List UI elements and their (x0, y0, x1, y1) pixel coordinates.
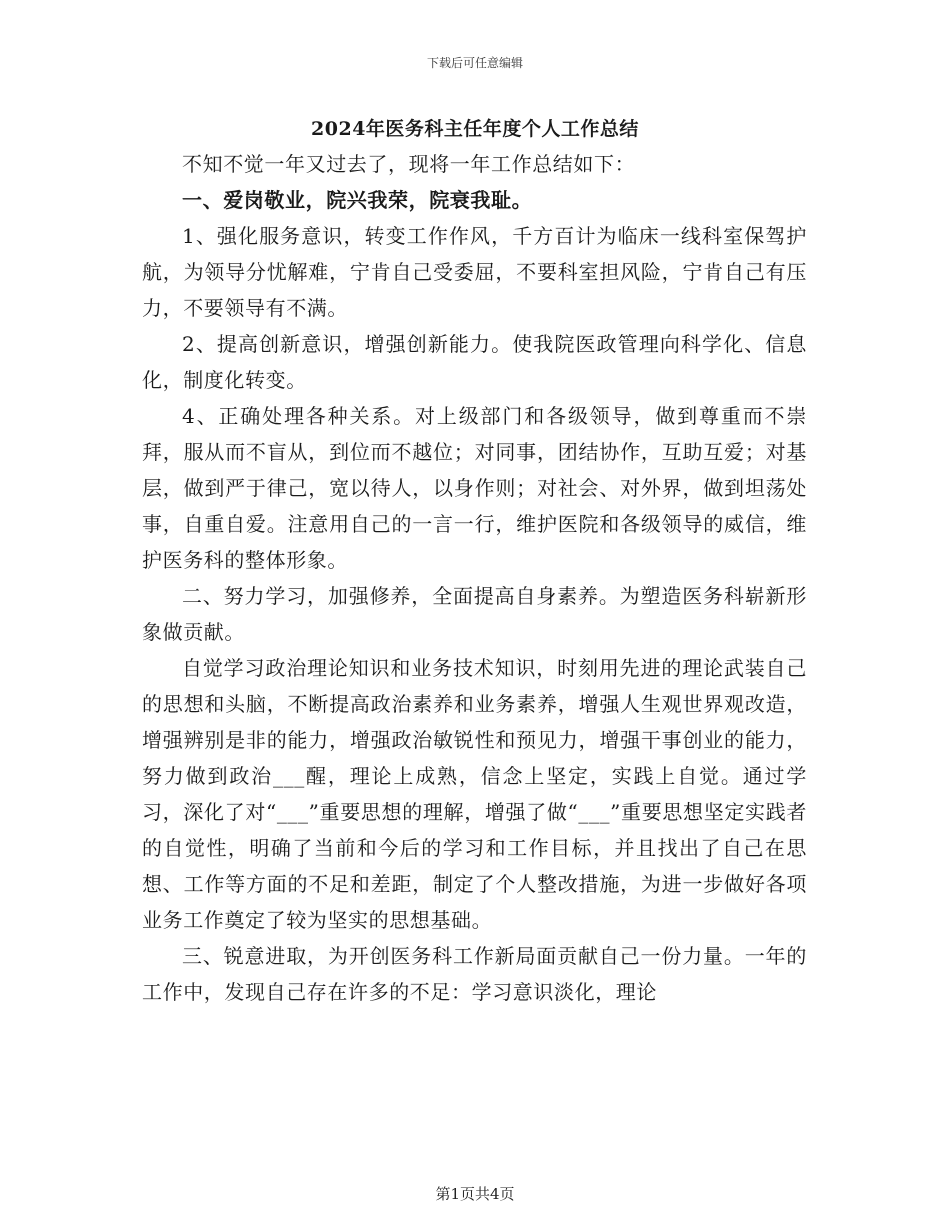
body-paragraph: 2、提高创新意识，增强创新能力。使我院医政管理向科学化、信息化，制度化转变。 (142, 332, 807, 392)
body-paragraph: 1、强化服务意识，转变工作作风，千方百计为临床一线科室保驾护航，为领导分忧解难，宁肯自己受委屈，不要科室担风险，宁肯自己有压力，不要领导有不满。 (142, 224, 807, 320)
section-heading-2: 二、努力学习，加强修养，全面提高自身素养。为塑造医务科崭新形象做贡献。 (142, 584, 807, 644)
body-paragraph: 自觉学习政治理论知识和业务技术知识，时刻用先进的理论武装自己的思想和头脑，不断提高政治素养和业务素养，增强人生观世界观改造，增强辨别是非的能力，增强政治敏锐性和预见力，增强干事创业的能力，努力做到政治___醒，理论上成熟，信念上坚定，实践上自觉。通过学习，深化了对“___”重要思想的理解，增强了做“___”重要思想坚定实践者的自觉性，明确了当前和今后的学习和工作目标，并且找出了自己在思想、工作等方面的不足和差距，制定了个人整改措施，为进一步做好各项业务工作奠定了较为坚实的思想基础。 (142, 656, 807, 932)
header-note: 下载后可任意编辑 (426, 56, 523, 70)
section-heading-3: 三、锐意进取，为开创医务科工作新局面贡献自己一份力量。一年的工作中，发现自己存在许多的不足：学习意识淡化，理论 (142, 944, 807, 1004)
intro-paragraph: 不知不觉一年又过去了，现将一年工作总结如下： (182, 152, 636, 176)
page-number: 第1页共4页 (435, 1185, 515, 1203)
document-title: 2024年医务科主任年度个人工作总结 (311, 118, 639, 140)
document-body (142, 146, 807, 1010)
body-paragraph: 4、正确处理各种关系。对上级部门和各级领导，做到尊重而不崇拜，服从而不盲从，到位而不越位；对同事，团结协作，互助互爱；对基层，做到严于律己，宽以待人，以身作则；对社会、对外界，做到坦荡处事，自重自爱。注意用自己的一言一行，维护医院和各级领导的威信，维护医务科的整体形象。 (142, 404, 807, 572)
section-heading-1: 一、爱岗敬业，院兴我荣，院衰我耻。 (182, 188, 533, 212)
